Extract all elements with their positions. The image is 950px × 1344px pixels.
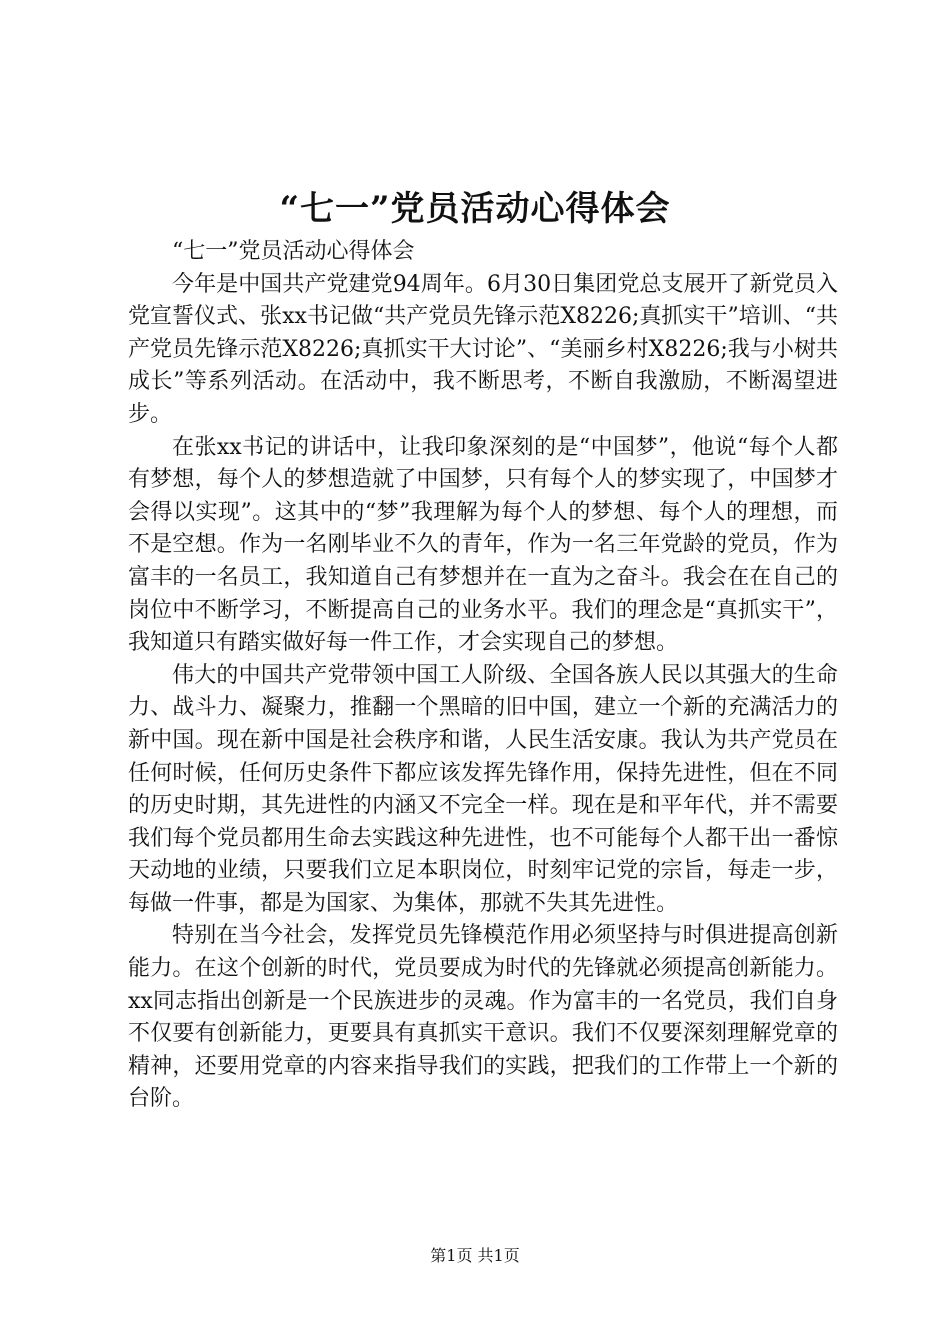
body-paragraph: 特别在当今社会，发挥党员先锋模范作用必须坚持与时俱进提高创新能力。在这个创新的时代，党员要成为时代的先锋就必须提高创新能力。xx同志指出创新是一个民族进步的灵魂。作为富丰的一名党员，我们自身不仅要有创新能力，更要具有真抓实干意识。我们不仅要深刻理解党章的精神，还要用党章的内容来指导我们的实践，把我们的工作带上一个新的台阶。 — [128, 923, 838, 1112]
subtitle-paragraph: “七一”党员活动心得体会 — [172, 239, 415, 264]
page-footer: 第1页 共1页 — [430, 1246, 520, 1265]
body-paragraph: 今年是中国共产党建党94周年。6月30日集团党总支展开了新党员入党宣誓仪式、张xx书记做“共产党员先锋示范X8226;真抓实干”培训、“共产党员先锋示范X8226;真抓实干大讨论”、“美丽乡村X8226;我与小树共成长”等系列活动。在活动中，我不断思考，不断自我激励，不断渴望进步。 — [128, 271, 838, 427]
document-body — [128, 236, 838, 1116]
body-paragraph: 在张xx书记的讲话中，让我印象深刻的是“中国梦”，他说“每个人都有梦想，每个人的梦想造就了中国梦，只有每个人的梦实现了，中国梦才会得以实现”。这其中的“梦”我理解为每个人的梦想、每个人的理想，而不是空想。作为一名刚毕业不久的青年，作为一名三年党龄的党员，作为富丰的一名员工，我知道自己有梦想并在一直为之奋斗。我会在在自己的岗位中不断学习，不断提高自己的业务水平。我们的理念是“真抓实干”，我知道只有踏实做好每一件工作，才会实现自己的梦想。 — [128, 434, 838, 656]
document-title: “七一”党员活动心得体会 — [279, 189, 671, 229]
body-paragraph: 伟大的中国共产党带领中国工人阶级、全国各族人民以其强大的生命力、战斗力、凝聚力，推翻一个黑暗的旧中国，建立一个新的充满活力的新中国。现在新中国是社会秩序和谐，人民生活安康。我认为共产党员在任何时候，任何历史条件下都应该发挥先锋作用，保持先进性，但在不同的历史时期，其先进性的内涵又不完全一样。现在是和平年代，并不需要我们每个党员都用生命去实践这种先进性，也不可能每个人都干出一番惊天动地的业绩，只要我们立足本职岗位，时刻牢记党的宗旨，每走一步，每做一件事，都是为国家、为集体，那就不失其先进性。 — [128, 662, 838, 916]
